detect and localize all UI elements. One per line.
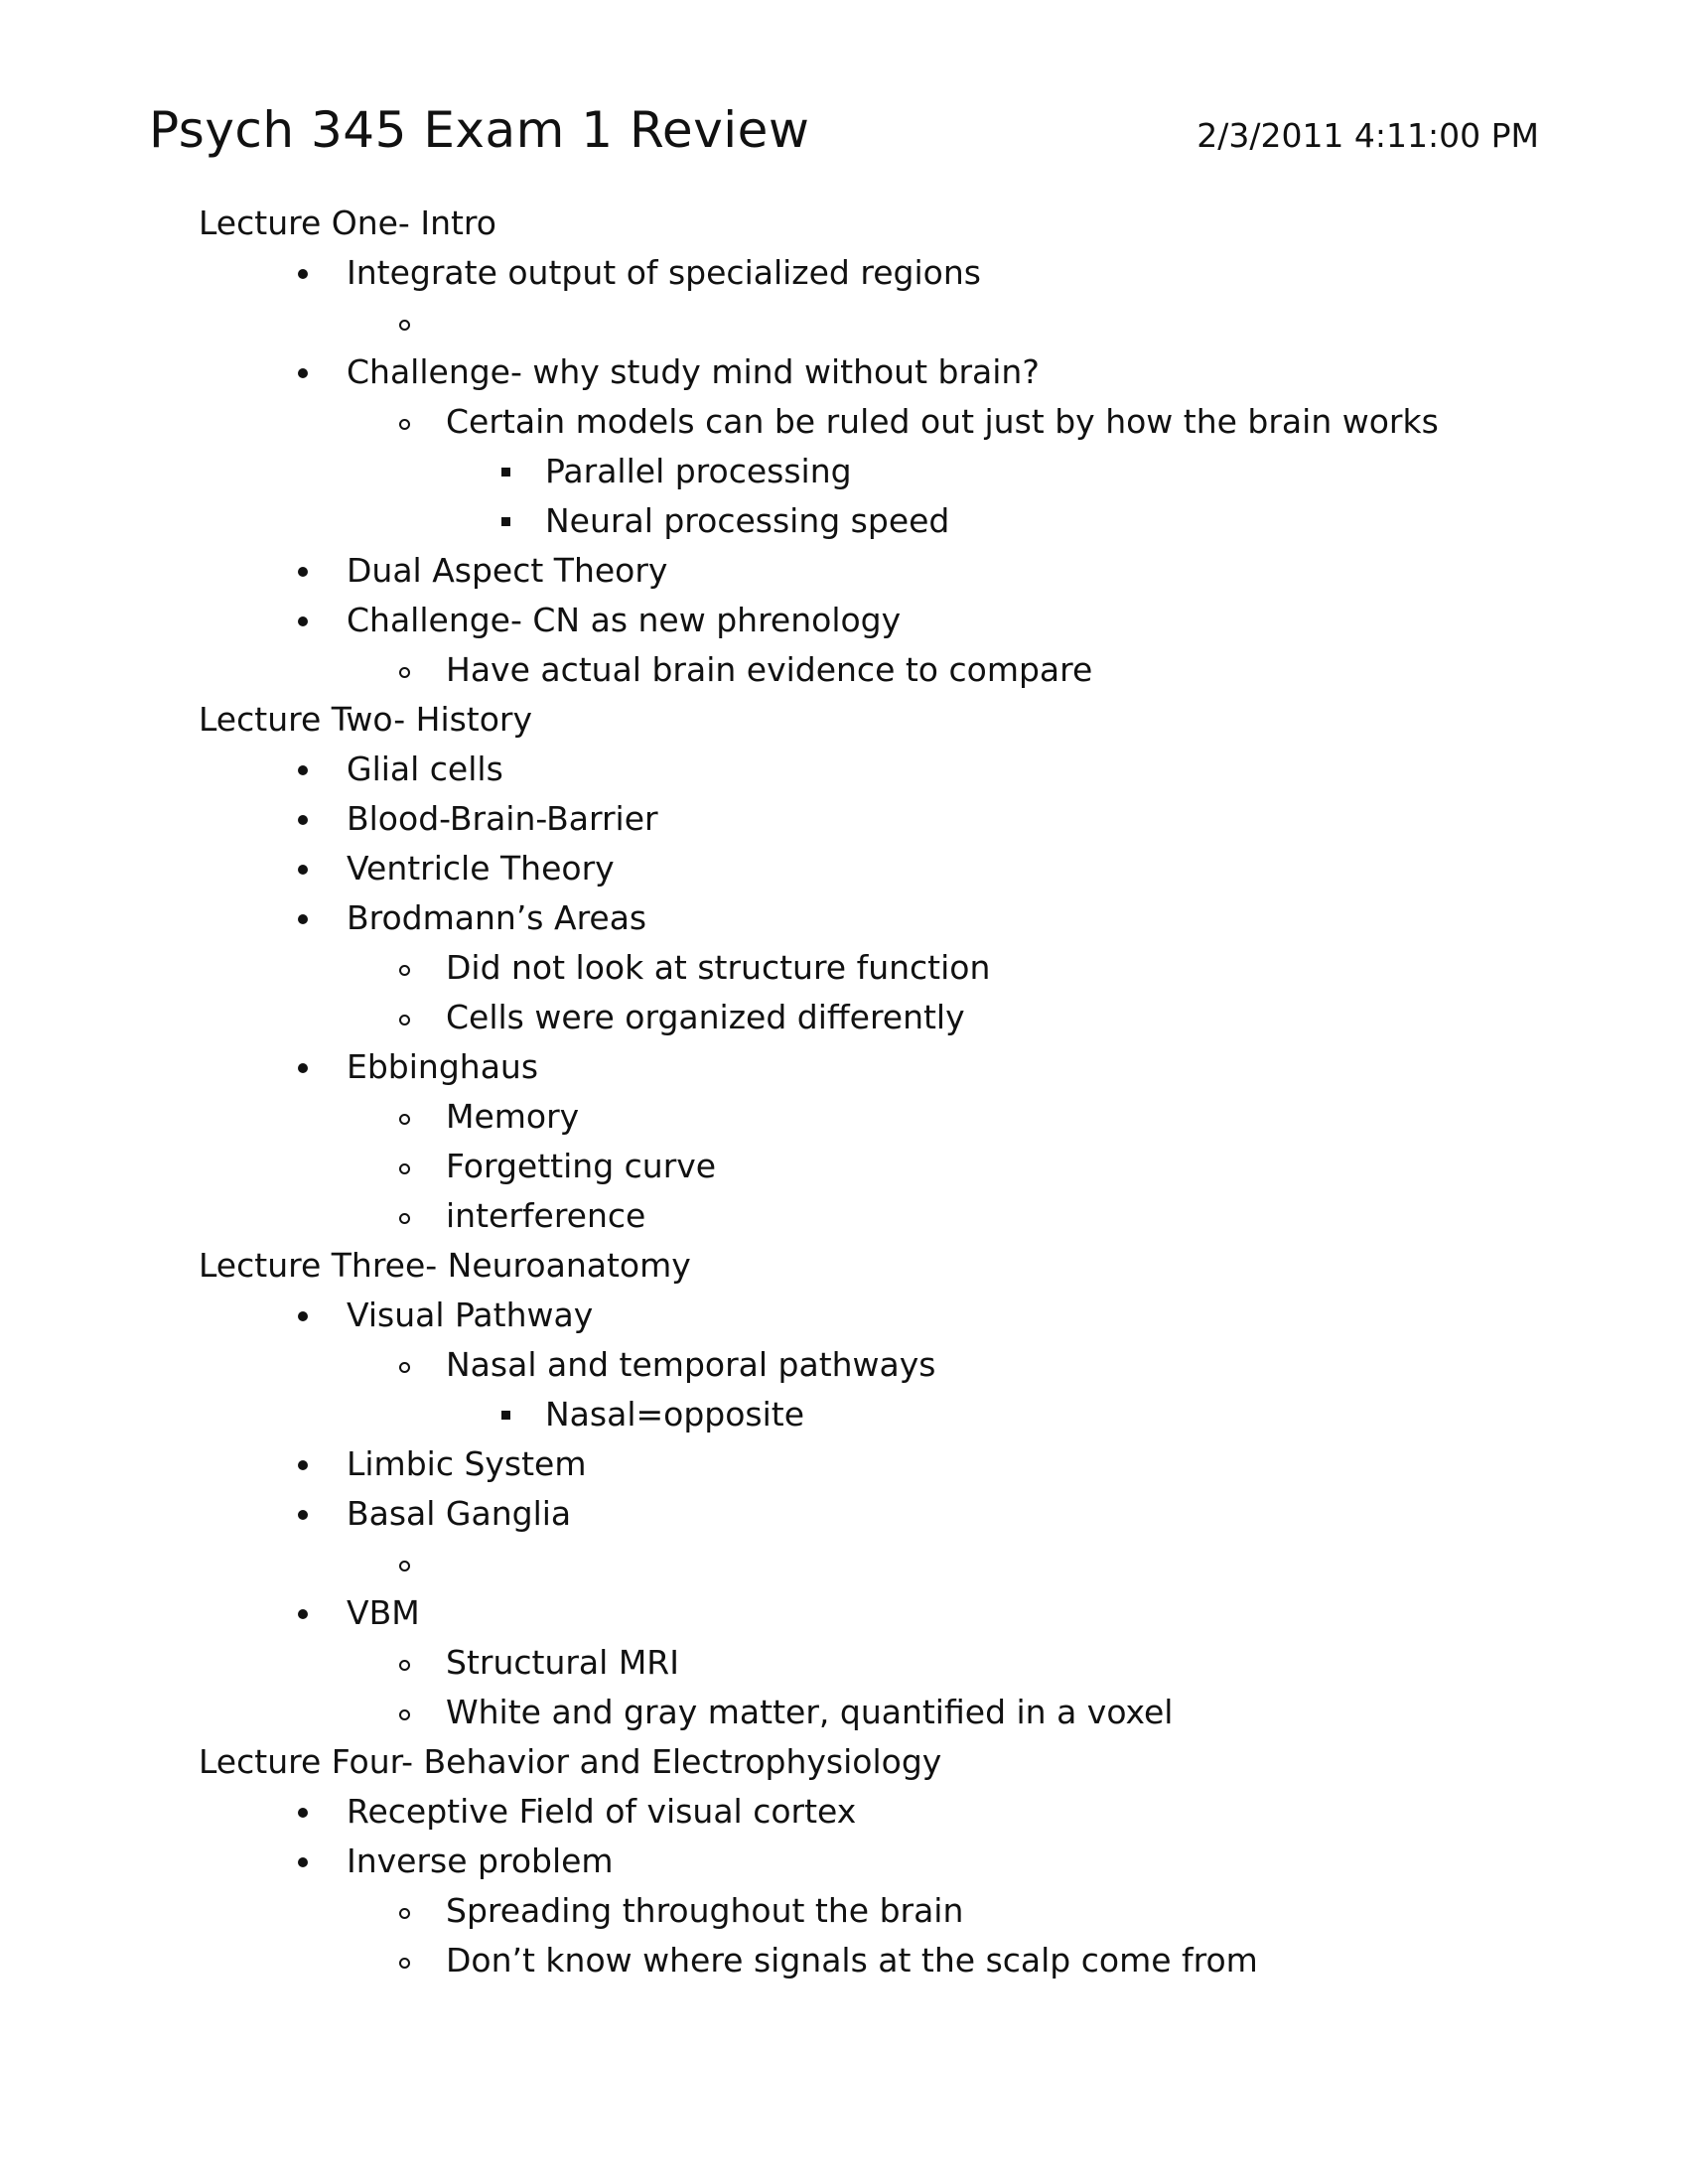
sub-bullet-item-text: Don’t know where signals at the scalp come from: [446, 1941, 1258, 1979]
bullet-item: [0, 844, 1688, 893]
bullet-item: [0, 1042, 1688, 1092]
bullet-hollow-circle: [399, 1114, 410, 1125]
sub-sub-bullet-item-text: Neural processing speed: [545, 501, 950, 540]
bullet-filled-dot: [298, 914, 308, 924]
bullet-filled-dot: [298, 368, 308, 378]
lecture-heading: [0, 199, 1688, 248]
bullet-item: [0, 1588, 1688, 1638]
bullet-item-text: Blood-Brain-Barrier: [347, 799, 658, 838]
sub-sub-bullet-item: [0, 447, 1688, 496]
bullet-item-text: Glial cells: [347, 750, 503, 788]
sub-bullet-item-text: Certain models can be ruled out just by how the brain works: [446, 402, 1439, 441]
bullet-item-text: Ventricle Theory: [347, 849, 615, 887]
bullet-hollow-circle: [399, 1660, 410, 1671]
sub-bullet-item-text: Structural MRI: [446, 1643, 679, 1682]
sub-bullet-item-text: Have actual brain evidence to compare: [446, 650, 1093, 689]
bullet-filled-dot: [298, 567, 308, 577]
sub-bullet-item: [0, 1886, 1688, 1936]
bullet-filled-dot: [298, 1857, 308, 1867]
sub-bullet-item: [0, 1688, 1688, 1737]
bullet-item-text: Limbic System: [347, 1444, 587, 1483]
bullet-hollow-circle: [399, 1015, 410, 1025]
bullet-filled-dot: [298, 1510, 308, 1520]
bullet-hollow-circle: [399, 1958, 410, 1969]
sub-bullet-item-text: interference: [446, 1196, 646, 1235]
sub-bullet-item-text: Forgetting curve: [446, 1147, 717, 1185]
sub-bullet-item-text: Cells were organized differently: [446, 998, 965, 1036]
bullet-square: [501, 468, 510, 477]
bullet-filled-dot: [298, 765, 308, 775]
bullet-hollow-circle: [399, 1163, 410, 1174]
lecture-heading-text: Lecture One- Intro: [199, 204, 496, 242]
lecture-heading-text: Lecture Two- History: [199, 700, 533, 739]
lecture-heading-text: Lecture Four- Behavior and Electrophysiology: [199, 1742, 942, 1781]
sub-sub-bullet-item: [0, 1390, 1688, 1439]
sub-bullet-item: [0, 1142, 1688, 1191]
sub-bullet-item-text: White and gray matter, quantified in a voxel: [446, 1693, 1174, 1731]
document-title: Psych 345 Exam 1 Review: [149, 101, 810, 159]
bullet-item: [0, 893, 1688, 943]
bullet-square: [501, 1411, 510, 1420]
sub-sub-bullet-item-text: Nasal=opposite: [545, 1395, 805, 1433]
bullet-item-text: Integrate output of specialized regions: [347, 253, 981, 292]
bullet-filled-dot: [298, 1609, 308, 1619]
lecture-heading-text: Lecture Three- Neuroanatomy: [199, 1246, 691, 1285]
bullet-filled-dot: [298, 1311, 308, 1321]
bullet-hollow-circle: [399, 667, 410, 678]
sub-sub-bullet-item-text: Parallel processing: [545, 452, 852, 490]
bullet-hollow-circle: [399, 1908, 410, 1919]
bullet-item-text: Basal Ganglia: [347, 1494, 572, 1533]
bullet-hollow-circle: [399, 1561, 410, 1571]
bullet-item-text: Challenge- why study mind without brain?: [347, 352, 1040, 391]
sub-bullet-item: [0, 397, 1688, 447]
bullet-item-text: Visual Pathway: [347, 1296, 594, 1334]
bullet-filled-dot: [298, 1063, 308, 1073]
sub-bullet-item-text: Spreading throughout the brain: [446, 1891, 964, 1930]
bullet-item: [0, 1439, 1688, 1489]
sub-bullet-item: [0, 1638, 1688, 1688]
bullet-item-text: Challenge- CN as new phrenology: [347, 601, 902, 639]
bullet-hollow-circle: [399, 419, 410, 430]
sub-bullet-item: [0, 1092, 1688, 1142]
bullet-filled-dot: [298, 1460, 308, 1470]
bullet-item: [0, 794, 1688, 844]
bullet-item: [0, 248, 1688, 298]
sub-bullet-item-text: Did not look at structure function: [446, 948, 991, 987]
bullet-hollow-circle: [399, 1213, 410, 1224]
sub-bullet-item: [0, 943, 1688, 993]
bullet-filled-dot: [298, 865, 308, 875]
bullet-hollow-circle: [399, 320, 410, 331]
bullet-item-text: Receptive Field of visual cortex: [347, 1792, 857, 1831]
sub-bullet-item: [0, 993, 1688, 1042]
notes-outline: [0, 199, 1688, 1985]
sub-bullet-item: [0, 645, 1688, 695]
bullet-hollow-circle: [399, 1709, 410, 1720]
bullet-filled-dot: [298, 1808, 308, 1818]
bullet-item: [0, 1489, 1688, 1539]
bullet-item-text: Ebbinghaus: [347, 1047, 539, 1086]
bullet-item-text: Brodmann’s Areas: [347, 898, 647, 937]
bullet-item: [0, 347, 1688, 397]
bullet-item-text: Dual Aspect Theory: [347, 551, 668, 590]
bullet-item: [0, 1291, 1688, 1340]
bullet-square: [501, 517, 510, 526]
bullet-item: [0, 1837, 1688, 1886]
bullet-item-text: VBM: [347, 1593, 420, 1632]
sub-bullet-item: [0, 1539, 1688, 1588]
lecture-heading: [0, 695, 1688, 745]
sub-bullet-item: [0, 1936, 1688, 1985]
document-timestamp: 2/3/2011 4:11:00 PM: [1196, 116, 1539, 155]
sub-bullet-item: [0, 1191, 1688, 1241]
sub-sub-bullet-item: [0, 496, 1688, 546]
bullet-hollow-circle: [399, 1362, 410, 1373]
sub-bullet-item: [0, 298, 1688, 347]
bullet-item: [0, 596, 1688, 645]
sub-bullet-item: [0, 1340, 1688, 1390]
bullet-item-text: Inverse problem: [347, 1842, 614, 1880]
bullet-item: [0, 745, 1688, 794]
sub-bullet-item-text: Nasal and temporal pathways: [446, 1345, 936, 1384]
bullet-item: [0, 546, 1688, 596]
bullet-hollow-circle: [399, 965, 410, 976]
bullet-item: [0, 1787, 1688, 1837]
bullet-filled-dot: [298, 616, 308, 626]
bullet-filled-dot: [298, 815, 308, 825]
lecture-heading: [0, 1737, 1688, 1787]
lecture-heading: [0, 1241, 1688, 1291]
bullet-filled-dot: [298, 269, 308, 279]
sub-bullet-item-text: Memory: [446, 1097, 580, 1136]
